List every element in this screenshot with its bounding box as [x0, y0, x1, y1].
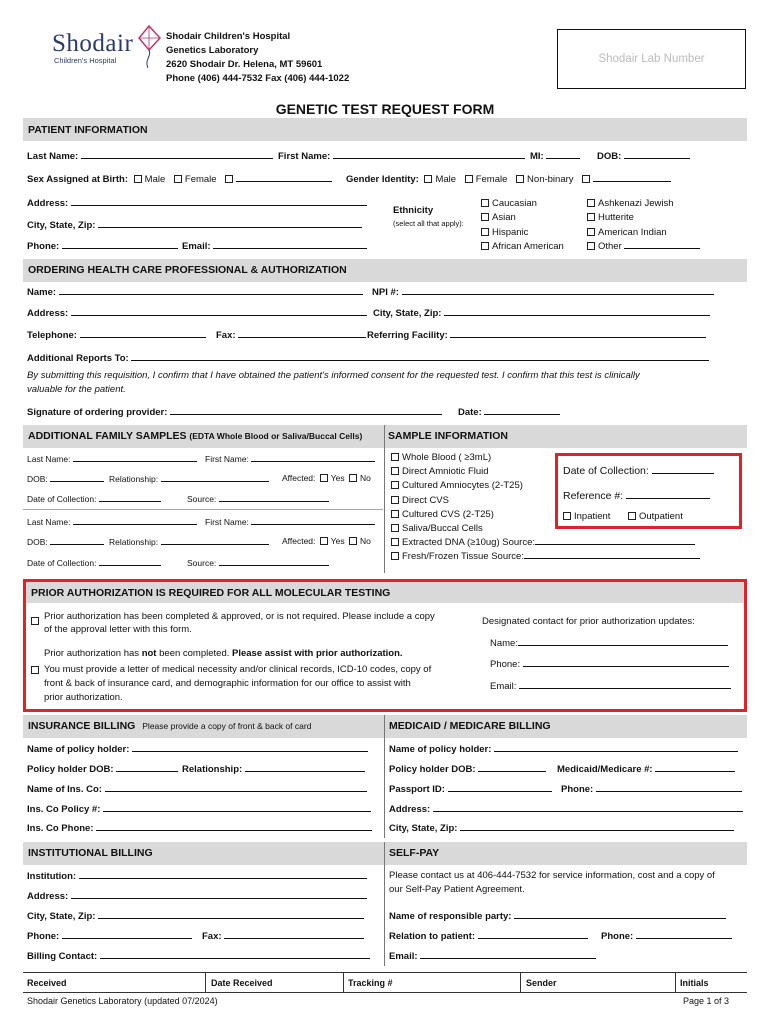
family2-dob-field[interactable]: [50, 536, 104, 545]
patient-phone-field[interactable]: [62, 240, 178, 249]
family1-dob-field[interactable]: [50, 473, 104, 482]
provider-address-field[interactable]: [71, 307, 367, 316]
family2-source-field[interactable]: [219, 557, 329, 566]
dob-label: DOB:: [597, 151, 622, 162]
gender-label: Gender Identity:: [346, 174, 419, 185]
patient-phone-label: Phone:: [27, 241, 60, 252]
signature-label: Signature of ordering provider:: [27, 407, 168, 418]
med-number-field[interactable]: [655, 763, 735, 772]
inst-city-field[interactable]: [98, 910, 364, 919]
contact-name-field[interactable]: [518, 637, 728, 646]
signature-date-field[interactable]: [484, 406, 560, 415]
sample-date-collection-label: Date of Collection:: [563, 465, 649, 477]
patient-email-label: Email:: [182, 241, 211, 252]
patient-address-label: Address:: [27, 198, 69, 209]
footer-top-border: [23, 972, 747, 973]
ethnicity-label: Ethnicity: [393, 205, 434, 216]
selfpay-responsible-field[interactable]: [514, 910, 726, 919]
provider-fax-label: Fax:: [216, 330, 236, 341]
additional-reports-field[interactable]: [131, 352, 709, 361]
ethnicity-sub: (select all that apply):: [393, 219, 464, 228]
additional-reports-label: Additional Reports To:: [27, 353, 129, 364]
sample-direct-cvs[interactable]: Direct CVS: [391, 494, 700, 508]
sample-section-title: SAMPLE INFORMATION: [388, 430, 508, 442]
last-name-label: Last Name:: [27, 151, 79, 162]
patient-email-field[interactable]: [213, 240, 367, 249]
selfpay-phone-field[interactable]: [636, 930, 732, 939]
sample-saliva[interactable]: Saliva/Buccal Cells: [391, 522, 700, 536]
inst-address-field[interactable]: [71, 890, 367, 899]
prior-auth-completed-checkbox[interactable]: [31, 617, 39, 625]
prior-auth-opt1-text: Prior authorization has been completed & approved, or is not required. Please include a copy: [44, 611, 435, 622]
med-address-field[interactable]: [433, 803, 743, 812]
provider-telephone-field[interactable]: [80, 329, 206, 338]
footer-date-received: Date Received: [211, 978, 273, 988]
family2-date-collection-field[interactable]: [99, 557, 161, 566]
med-city-field[interactable]: [460, 822, 734, 831]
gender-male-checkbox[interactable]: [424, 175, 432, 183]
inst-phone-field[interactable]: [62, 930, 192, 939]
logo: [52, 30, 162, 70]
sex-male-checkbox[interactable]: [134, 175, 142, 183]
consent-text-2: valuable for the patient.: [27, 384, 126, 395]
form-title: GENETIC TEST REQUEST FORM: [275, 101, 495, 117]
selfpay-relation-field[interactable]: [478, 930, 588, 939]
referring-field[interactable]: [450, 329, 706, 338]
gender-female-checkbox[interactable]: [465, 175, 473, 183]
signature-field[interactable]: [170, 406, 442, 415]
npi-field[interactable]: [402, 286, 714, 295]
ins-company-field[interactable]: [105, 783, 367, 792]
ins-policy-holder-field[interactable]: [132, 743, 368, 752]
provider-name-label: Name:: [27, 287, 57, 298]
med-phone-field[interactable]: [596, 783, 742, 792]
eth-hispanic[interactable]: Hispanic: [481, 226, 564, 240]
family-sample-divider: [384, 425, 385, 573]
provider-section-title: ORDERING HEALTH CARE PROFESSIONAL & AUTHORIZATION: [28, 264, 347, 276]
footer-sender: Sender: [526, 978, 557, 988]
inst-billing-field[interactable]: [100, 950, 370, 959]
sample-cultured-amniocytes[interactable]: Cultured Amniocytes (2-T25): [391, 479, 700, 493]
sample-cultured-cvs[interactable]: Cultured CVS (2-T25): [391, 508, 700, 522]
sample-whole-blood[interactable]: Whole Blood ( ≥3mL): [391, 451, 700, 465]
med-passport-field[interactable]: [448, 783, 552, 792]
family1-affected-no[interactable]: [349, 474, 357, 482]
family1-relationship-field[interactable]: [161, 473, 269, 482]
dob-field[interactable]: [624, 150, 690, 159]
reference-label: Reference #:: [563, 490, 624, 502]
lab-number-box[interactable]: [557, 29, 746, 89]
ins-phone-field[interactable]: [96, 822, 372, 831]
last-name-field[interactable]: [81, 150, 273, 159]
logo-text: Shodair: [52, 30, 134, 57]
family2-relationship-field[interactable]: [161, 536, 269, 545]
selfpay-section-title: SELF-PAY: [389, 847, 440, 859]
eth-asian[interactable]: Asian: [481, 211, 564, 225]
med-dob-field[interactable]: [478, 763, 546, 772]
sample-amniotic-fluid[interactable]: Direct Amniotic Fluid: [391, 465, 700, 479]
patient-city-label: City, State, Zip:: [27, 220, 96, 231]
footer-bottom-border: [23, 992, 747, 993]
sex-label: Sex Assigned at Birth:: [27, 174, 129, 185]
sample-fresh-tissue[interactable]: Fresh/Frozen Tissue Source:: [391, 550, 700, 564]
org-address: Shodair Children's Hospital Genetics Laboratory 2620 Shodair Dr. Helena, MT 59601 Phone (406) 444-7532 Fax (406) 444-1022: [166, 31, 350, 84]
first-name-field[interactable]: [333, 150, 525, 159]
footer-received: Received: [27, 978, 67, 988]
logo-subtext: Children's Hospital: [54, 56, 117, 65]
sample-extracted-dna[interactable]: Extracted DNA (≥10ug) Source:: [391, 536, 700, 550]
patient-address-field[interactable]: [71, 197, 367, 206]
sex-other-field[interactable]: [236, 173, 332, 182]
prior-auth-title: PRIOR AUTHORIZATION IS REQUIRED FOR ALL MOLECULAR TESTING: [31, 587, 391, 599]
footer-updated: Shodair Genetics Laboratory (updated 07/2024): [27, 996, 218, 1006]
family1-source-field[interactable]: [219, 493, 329, 502]
footer-initials: Initials: [680, 978, 709, 988]
selfpay-email-field[interactable]: [420, 950, 596, 959]
eth-hutterite[interactable]: Hutterite: [587, 211, 700, 225]
npi-label: NPI #:: [372, 287, 399, 298]
family1-affected-yes[interactable]: [320, 474, 328, 482]
sample-date-collection-field[interactable]: [652, 465, 714, 474]
patient-section-title: PATIENT INFORMATION: [28, 124, 148, 136]
contact-email-field[interactable]: [519, 680, 731, 689]
provider-city-label: City, State, Zip:: [373, 308, 442, 319]
patient-city-field[interactable]: [98, 219, 362, 228]
prior-auth-opt2-text: Prior authorization has not been completed. Please assist with prior authorization.: [44, 648, 403, 659]
referring-label: Referring Facility:: [367, 330, 448, 341]
inst-institution-field[interactable]: [79, 870, 367, 879]
family2-affected-no[interactable]: [349, 537, 357, 545]
family1-last-name-field[interactable]: [73, 453, 197, 462]
eth-african-american[interactable]: African American: [481, 240, 564, 254]
ins-policy-field[interactable]: [103, 803, 371, 812]
first-name-label: First Name:: [278, 151, 331, 162]
outpatient-checkbox[interactable]: [628, 512, 636, 520]
reference-field[interactable]: [626, 490, 710, 499]
provider-fax-field[interactable]: [238, 329, 366, 338]
consent-text-1: By submitting this requisition, I confirm that I have obtained the patient's informed consent for the requested test. I confirm that this test is clinically: [27, 370, 640, 381]
selfpay-text-1: Please contact us at 406-444-7532 for service information, cost and a copy of: [389, 870, 715, 881]
eth-american-indian[interactable]: American Indian: [587, 226, 700, 240]
sex-other-checkbox[interactable]: [225, 175, 233, 183]
family2-last-name-field[interactable]: [73, 516, 197, 525]
provider-address-label: Address:: [27, 308, 69, 319]
inst-fax-field[interactable]: [224, 930, 364, 939]
contact-phone-field[interactable]: [523, 658, 729, 667]
family-section-title: ADDITIONAL FAMILY SAMPLES (EDTA Whole Blood or Saliva/Buccal Cells): [28, 430, 363, 442]
ins-dob-field[interactable]: [116, 763, 178, 772]
family1-date-collection-field[interactable]: [99, 493, 161, 502]
gender-other-field[interactable]: [593, 173, 671, 182]
provider-city-field[interactable]: [444, 307, 710, 316]
family2-first-name-field[interactable]: [251, 516, 375, 525]
provider-name-field[interactable]: [59, 286, 363, 295]
provider-telephone-label: Telephone:: [27, 330, 77, 341]
lab-number-placeholder: Shodair Lab Number: [598, 53, 705, 65]
kite-icon: [136, 24, 162, 70]
ethnicity-col-2: [587, 197, 700, 254]
institutional-section-title: INSTITUTIONAL BILLING: [28, 847, 153, 859]
eth-other[interactable]: Other: [587, 240, 700, 254]
family1-first-name-field[interactable]: [251, 453, 375, 462]
sex-female-checkbox[interactable]: [174, 175, 182, 183]
footer-tracking: Tracking #: [348, 978, 393, 988]
ethnicity-col-1: [481, 197, 564, 254]
insurance-section-title: INSURANCE BILLING Please provide a copy of front & back of card: [28, 720, 312, 732]
gender-nonbinary-checkbox[interactable]: [516, 175, 524, 183]
med-policy-holder-field[interactable]: [494, 743, 738, 752]
eth-ashkenazi[interactable]: Ashkenazi Jewish: [587, 197, 700, 211]
mi-field[interactable]: [546, 150, 580, 159]
ins-relationship-field[interactable]: [245, 763, 365, 772]
selfpay-text-2: our Self-Pay Patient Agreement.: [389, 884, 525, 895]
medicaid-section-title: MEDICAID / MEDICARE BILLING: [389, 720, 551, 732]
contact-title: Designated contact for prior authorization updates:: [482, 616, 695, 627]
family2-affected-yes[interactable]: [320, 537, 328, 545]
mi-label: MI:: [530, 151, 544, 162]
inpatient-checkbox[interactable]: [563, 512, 571, 520]
eth-caucasian[interactable]: Caucasian: [481, 197, 564, 211]
footer-page: Page 1 of 3: [683, 996, 730, 1006]
signature-date-label: Date:: [458, 407, 482, 418]
gender-other-checkbox[interactable]: [582, 175, 590, 183]
prior-auth-assist-checkbox[interactable]: [31, 666, 39, 674]
